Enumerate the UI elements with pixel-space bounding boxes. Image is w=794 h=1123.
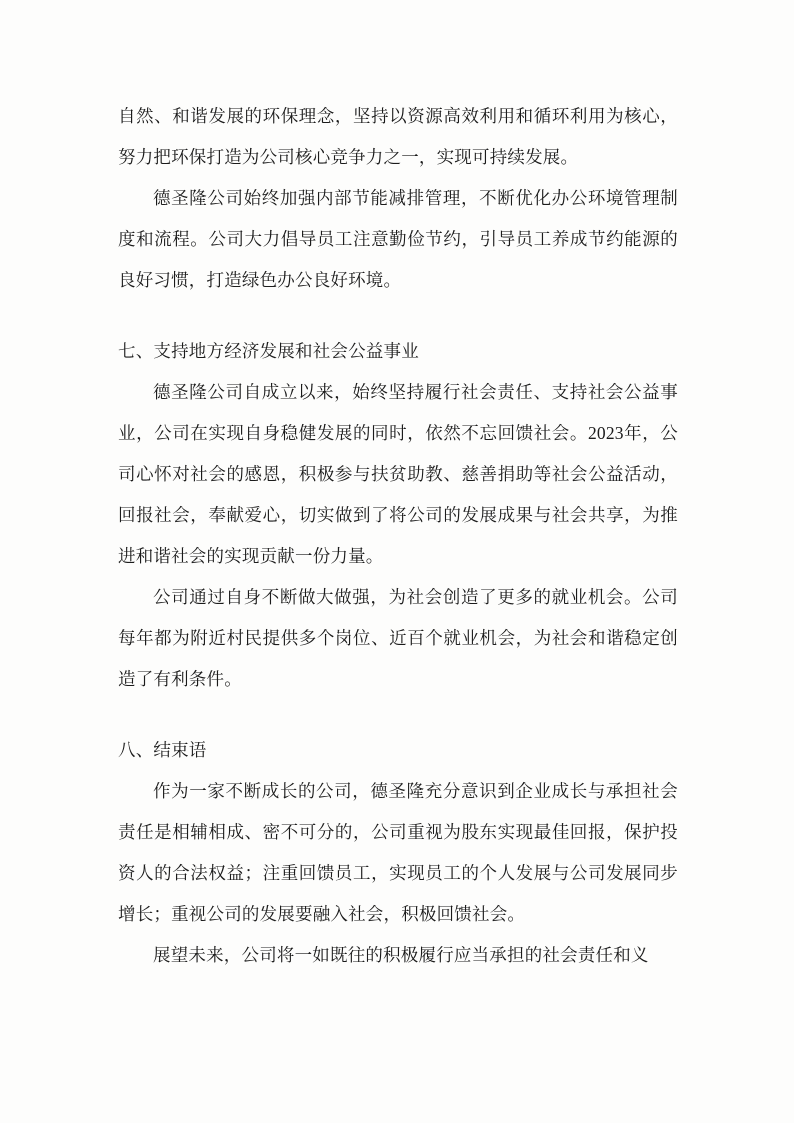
paragraph-5: 作为一家不断成长的公司，德圣隆充分意识到企业成长与承担社会责任是相辅相成、密不可分的，公司重视为股东实现最佳回报，保护投资人的合法权益；注重回馈员工，实现员工的个人发展与公司发展同步增长；重视公司的发展要融入社会，积极回馈社会。 <box>118 781 678 924</box>
section-spacer-1 <box>118 301 678 331</box>
section-heading-eight: 八、结束语 <box>118 740 207 760</box>
paragraph-4: 公司通过自身不断做大做强，为社会创造了更多的就业机会。公司每年都为附近村民提供多个岗位、近百个就业机会，为社会和谐稳定创造了有利条件。 <box>118 587 678 689</box>
section-heading-seven: 七、支持地方经济发展和社会公益事业 <box>118 341 419 361</box>
paragraph-6: 展望未来，公司将一如既往的积极履行应当承担的社会责任和义 <box>153 945 649 965</box>
paragraph-3: 德圣隆公司自成立以来，始终坚持履行社会责任、支持社会公益事业，公司在实现自身稳健发展的同时，依然不忘回馈社会。2023年，公司心怀对社会的感恩，积极参与扶贫助教、慈善捐助等社会公益活动，回报社会，奉献爱心，切实做到了将公司的发展成果与社会共享，为推进和谐社会的实现贡献一份力量。 <box>118 382 678 566</box>
paragraph-1: 自然、和谐发展的环保理念，坚持以资源高效利用和循环利用为核心，努力把环保打造为公司核心竞争力之一，实现可持续发展。 <box>118 106 678 167</box>
section-spacer-2 <box>118 700 678 730</box>
document-body <box>118 96 678 976</box>
paragraph-2: 德圣隆公司始终加强内部节能减排管理，不断优化办公环境管理制度和流程。公司大力倡导员工注意勤俭节约，引导员工养成节约能源的良好习惯，打造绿色办公良好环境。 <box>118 188 678 290</box>
